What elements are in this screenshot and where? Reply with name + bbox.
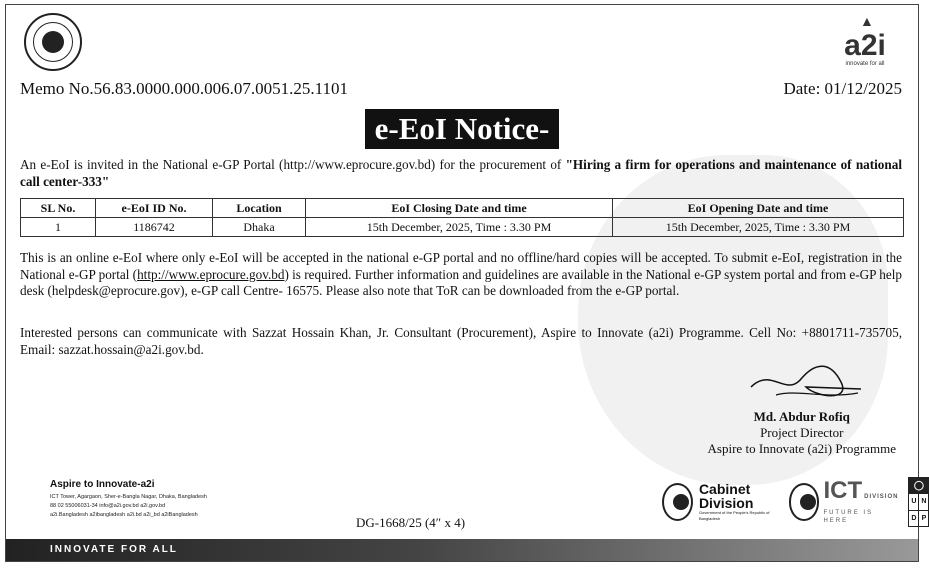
table-row [21,218,904,237]
table-header-row [21,199,904,218]
signer-designation: Project Director [760,425,844,440]
bangladesh-govt-seal-icon [24,13,82,71]
instructions-text-1: This is an online e-EoI where only e-EoI will be accepted in the national e-GP portal and no offline/hard copies will be accepted. To submit e-EoI, registration in the National e-GP portal ( [20,250,902,282]
dg-number: DG-1668/25 (4″ x 4) [356,515,466,530]
cabinet-title: Cabinet [698,481,751,497]
ict-sub: FUTURE IS HERE [823,510,874,524]
col-sl-no: SL No. [21,199,96,218]
col-eoi-id: e-EoI ID No. [96,199,213,218]
intro-text: An e-EoI is invited in the National e-GP Portal (http://www.eprocure.gov.bd) for the procurement of [20,157,566,172]
bottom-banner [6,539,918,561]
a2i-tagline: innovate for all [845,61,885,67]
undp-letter-p: P [919,511,928,526]
memo-number: Memo No.56.83.0000.000.006.07.0051.25.1101 [20,79,349,98]
signer-name: Md. Abdur Rofiq [753,409,850,424]
footer-social: a2i.Bangladesh a2ibangladesh a2i.bd a2i_bd a2iBangladesh [50,512,198,518]
eoi-table [20,198,904,237]
col-location: Location [213,199,306,218]
a2i-logo-text: a2i [844,29,886,62]
procurement-subject: "Hiring a firm for operations and maintenance of national call center-333" [20,157,902,189]
notice-page [5,4,927,562]
instructions-paragraph [20,250,902,300]
cell-location: Dhaka [213,218,306,237]
undp-letter-n: N [919,494,928,509]
undp-letter-d: D [909,511,918,526]
cabinet-emblem-icon [662,483,693,521]
col-closing-date: EoI Closing Date and time [306,199,613,218]
footer-contacts: 88 02 55006031-34 info@a2i.gov.bd a2i.gov.bd [50,503,166,509]
memo-row [20,79,902,103]
instructions-text-2: ) is required. Further information and guidelines are available in the National e-GP system portal and from e-GP help desk (helpdesk@eprocure.gov), e-GP call Centre- 16575. Please also note that ToR can be downloaded from the e-GP portal. [20,266,902,298]
ict-division-logo [823,479,898,525]
undp-letter-u: U [909,494,918,509]
footer-contact [50,479,207,520]
signature-image [746,357,866,407]
undp-logo [908,477,929,527]
cell-opening-date: 15th December, 2025, Time : 3.30 PM [613,218,904,237]
cabinet-sub: Government of the People's Republic of Bangladesh [698,510,770,521]
footer-address: ICT Tower, Agargaon, Sher-e-Bangla Nagar, Dhaka, Bangladesh [50,494,207,500]
cabinet-title-2: Division [698,495,754,511]
intro-paragraph [20,157,902,190]
col-opening-date: EoI Opening Date and time [613,199,904,218]
signer-block [708,409,896,457]
notice-title: e-EoI Notice- [365,109,560,149]
ict-division-word: DIVISION [864,494,899,500]
cell-sl-no: 1 [21,218,96,237]
ict-title: ICT [823,477,863,504]
cabinet-division-logo [699,482,773,522]
undp-globe-icon: ◯ [909,478,928,493]
bottom-tagline: INNOVATE FOR ALL [50,544,178,555]
cell-closing-date: 15th December, 2025, Time : 3.30 PM [306,218,613,237]
bird-icon: ▲ [860,15,874,30]
contact-paragraph: Interested persons can communicate with Sazzat Hossain Khan, Jr. Consultant (Procurement), Aspire to Innovate (a2i) Programme. Cell No: +8801711-735705, Email: sazzat.hossain@a2i.gov.bd. [20,325,902,357]
signer-organization: Aspire to Innovate (a2i) Programme [707,441,896,456]
cell-eoi-id: 1186742 [96,218,213,237]
partner-logos [662,477,929,527]
ict-emblem-icon [789,483,820,521]
a2i-logo [830,15,900,67]
footer-org: Aspire to Innovate-a2i [50,479,155,490]
egp-portal-link[interactable]: http://www.eprocure.gov.bd [137,266,285,282]
notice-date: Date: 01/12/2025 [783,79,902,98]
